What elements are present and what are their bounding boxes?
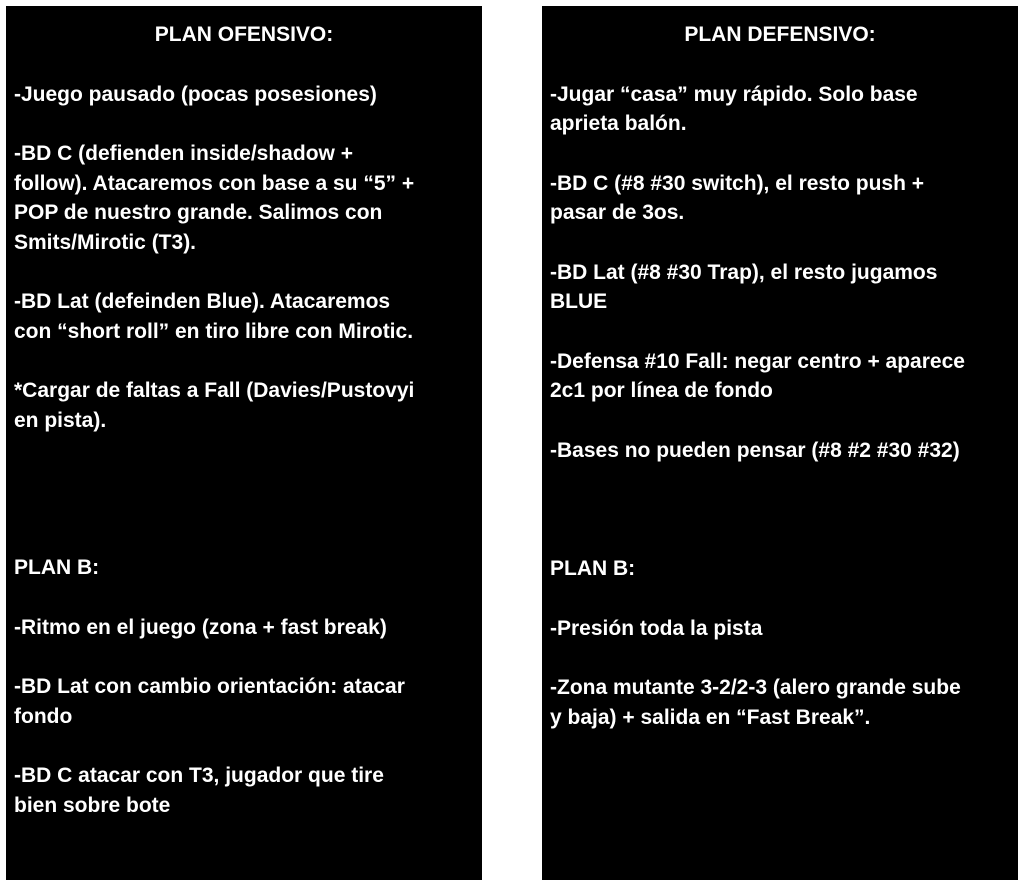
offensive-plan-title: PLAN OFENSIVO:	[154, 23, 334, 46]
offensive-item: -Juego pausado (pocas posesiones)	[14, 82, 377, 106]
defensive-item: -Bases no pueden pensar (#8 #2 #30 #32)	[550, 438, 960, 462]
defensive-plan-b-title: PLAN B:	[550, 557, 636, 580]
offensive-item: -BD C (defienden inside/shadow + follow). Atacaremos con base a su “5” + POP de nuestro grande. Salimos con Smits/Mirotic (T3).	[14, 142, 415, 254]
defensive-item: -Jugar “casa” muy rápido. Solo base aprieta balón.	[550, 82, 918, 135]
offensive-plan-b-item: -Ritmo en el juego (zona + fast break)	[14, 615, 387, 639]
defensive-item: -BD C (#8 #30 switch), el resto push + pasar de 3os.	[550, 171, 925, 224]
offensive-plan-b-title: PLAN B:	[14, 556, 100, 579]
defensive-plan-panel	[542, 6, 1018, 880]
offensive-plan-b-item: -BD C atacar con T3, jugador que tire bien sobre bote	[14, 764, 384, 817]
defensive-plan-b-item: -Presión toda la pista	[550, 616, 763, 640]
defensive-item: -Defensa #10 Fall: negar centro + aparece 2c1 por línea de fondo	[550, 349, 965, 402]
defensive-plan-b-item: -Zona mutante 3-2/2-3 (alero grande sube y baja) + salida en “Fast Break”.	[550, 676, 961, 729]
offensive-plan-panel	[6, 6, 482, 880]
offensive-plan-b-item: -BD Lat con cambio orientación: atacar fondo	[14, 675, 405, 728]
offensive-item: *Cargar de faltas a Fall (Davies/Pustovyi en pista).	[14, 379, 415, 432]
defensive-item: -BD Lat (#8 #30 Trap), el resto jugamos BLUE	[550, 260, 938, 313]
defensive-plan-title: PLAN DEFENSIVO:	[684, 23, 876, 46]
offensive-item: -BD Lat (defeinden Blue). Atacaremos con “short roll” en tiro libre con Mirotic.	[14, 290, 414, 343]
